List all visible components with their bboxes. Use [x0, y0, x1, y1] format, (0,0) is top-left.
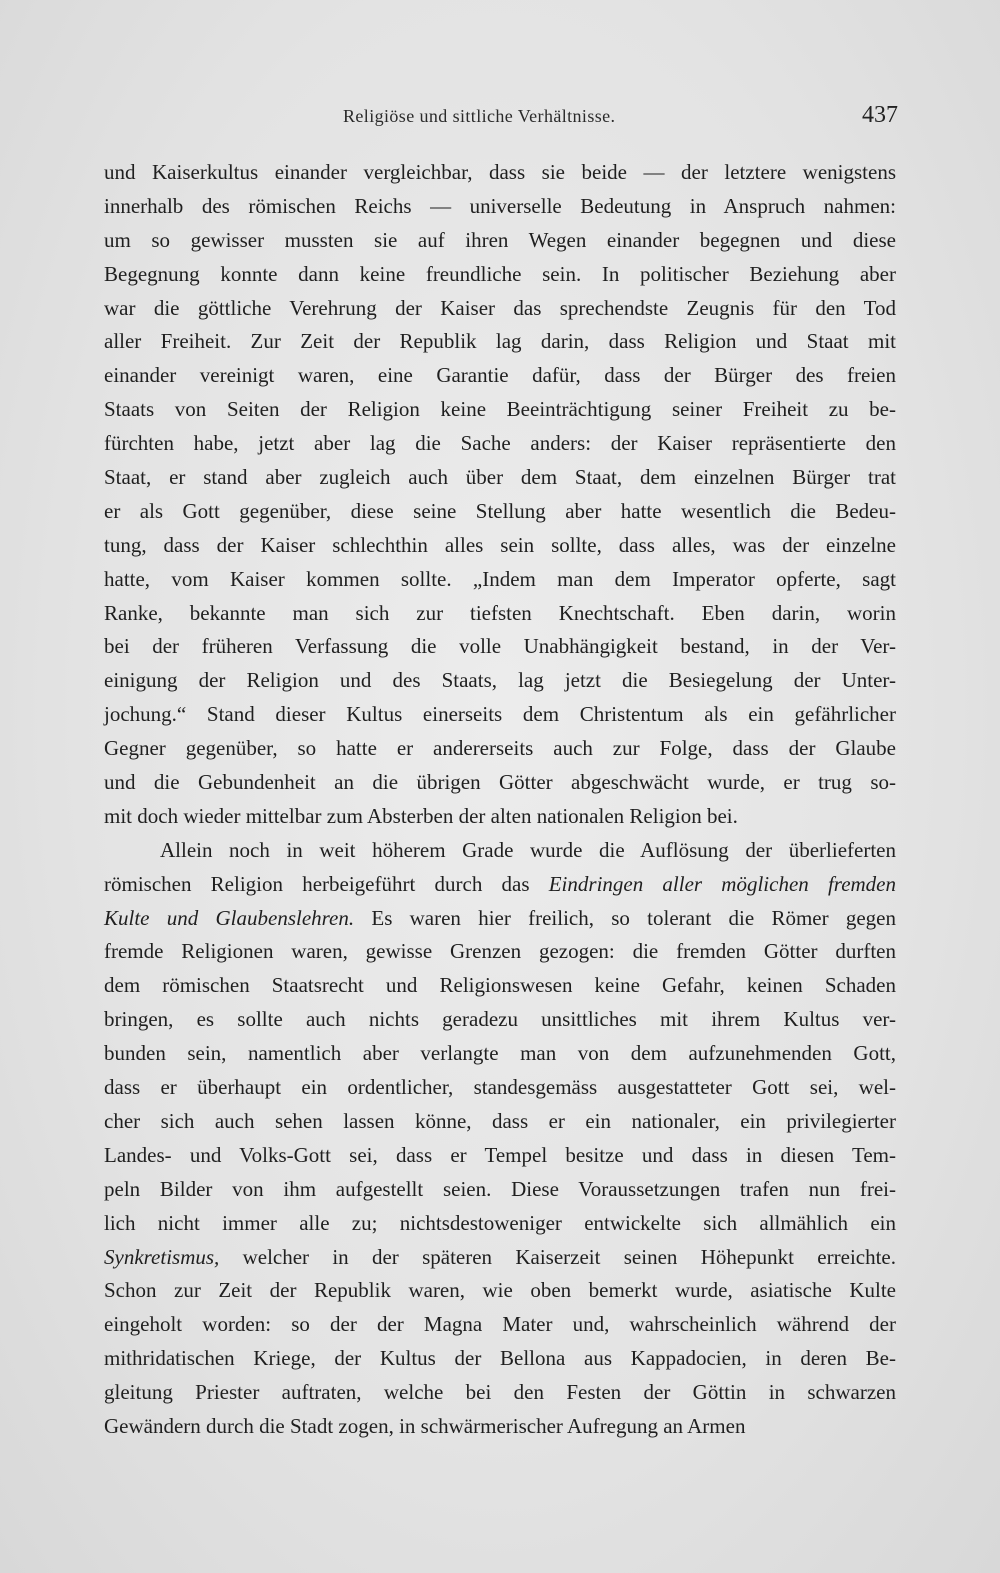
- page-header: [0, 100, 1000, 136]
- text-line: und die Gebundenheit an die übrigen Götter abgeschwächt wurde, er trug so-: [104, 770, 896, 795]
- text-line: lich nicht immer alle zu; nichtsdestoweniger entwickelte sich allmählich ein: [104, 1210, 896, 1235]
- text-line: [104, 868, 896, 902]
- text-line: gleitung Priester auftraten, welche bei den Festen der Göttin in schwarzen: [104, 1380, 896, 1405]
- text-line: innerhalb des römischen Reichs — universelle Bedeutung in Anspruch nahmen:: [104, 193, 896, 218]
- text-line: bei der früheren Verfassung die volle Unabhängigkeit bestand, in der Ver-: [104, 634, 896, 659]
- text-line: und Kaiserkultus einander vergleichbar, dass sie beide — der letztere wenigstens: [104, 160, 896, 184]
- text-line: fremde Religionen waren, gewisse Grenzen gezogen: die fremden Götter durften: [104, 939, 896, 964]
- text-line: bunden sein, namentlich aber verlangte man von dem aufzunehmenden Gott,: [104, 1041, 896, 1066]
- text-line: peln Bilder von ihm aufgestellt seien. Diese Voraussetzungen trafen nun frei-: [104, 1176, 896, 1201]
- italic-emphasis: Kulte und Glaubenslehren.: [104, 905, 355, 930]
- italic-emphasis: Eindringen aller möglichen fremden: [548, 871, 896, 896]
- text-line: er als Gott gegenüber, diese seine Stellung aber hatte wesentlich die Bedeu-: [104, 498, 896, 523]
- text-line: Landes- und Volks-Gott sei, dass er Tempel besitze und dass in diesen Tem-: [104, 1142, 896, 1167]
- text-line: tung, dass der Kaiser schlechthin alles sein sollte, dass alles, was der einzelne: [104, 532, 896, 557]
- text-line: [104, 1241, 896, 1275]
- text-line: bringen, es sollte auch nichts geradezu unsittliches mit ihrem Kultus ver-: [104, 1007, 896, 1032]
- text-line: aller Freiheit. Zur Zeit der Republik lag darin, dass Religion und Staat mit: [104, 329, 896, 354]
- text-line: Staats von Seiten der Religion keine Beeinträchtigung seiner Freiheit zu be-: [104, 397, 896, 422]
- text-line: Gegner gegenüber, so hatte er andererseits auch zur Folge, dass der Glaube: [104, 736, 896, 761]
- text-line: Allein noch in weit höherem Grade wurde die Auflösung der überlieferten: [160, 837, 896, 862]
- text-line: Ranke, bekannte man sich zur tiefsten Knechtschaft. Eben darin, worin: [104, 600, 896, 625]
- text-line: Gewändern durch die Stadt zogen, in schwärmerischer Aufregung an Armen: [104, 1413, 746, 1438]
- text-line: fürchten habe, jetzt aber lag die Sache anders: der Kaiser repräsentierte den: [104, 431, 896, 456]
- text-line: einander vereinigt waren, eine Garantie dafür, dass der Bürger des freien: [104, 363, 896, 388]
- text-line: um so gewisser mussten sie auf ihren Wegen einander begegnen und diese: [104, 227, 896, 252]
- text-line: hatte, vom Kaiser kommen sollte. „Indem man dem Imperator opferte, sagt: [104, 566, 896, 591]
- text-line: cher sich auch sehen lassen könne, dass er ein nationaler, ein privilegierter: [104, 1108, 896, 1133]
- text-segment: römischen Religion herbeigeführt durch das: [104, 871, 549, 896]
- page-number: 437: [862, 102, 898, 128]
- text-line: dem römischen Staatsrecht und Religionswesen keine Gefahr, keinen Schaden: [104, 973, 896, 998]
- text-line: war die göttliche Verehrung der Kaiser das sprechendste Zeugnis für den Tod: [104, 295, 896, 320]
- text-line: mithridatischen Kriege, der Kultus der Bellona aus Kappadocien, in deren Be-: [104, 1346, 896, 1371]
- text-line: eingeholt worden: so der der Magna Mater und, wahrscheinlich während der: [104, 1312, 896, 1337]
- text-line: dass er überhaupt ein ordentlicher, standesgemäss ausgestatteter Gott sei, wel-: [104, 1075, 896, 1100]
- text-line: mit doch wieder mittelbar zum Absterben der alten nationalen Religion bei.: [104, 803, 738, 828]
- text-segment: Es waren hier freilich, so tolerant die Römer gegen: [354, 905, 897, 930]
- text-line: Schon zur Zeit der Republik waren, wie oben bemerkt wurde, asiatische Kulte: [104, 1278, 896, 1303]
- text-line: [104, 902, 896, 936]
- text-line: Staat, er stand aber zugleich auch über dem Staat, dem einzelnen Bürger trat: [104, 465, 896, 490]
- text-segment: welcher in der späteren Kaiserzeit seinen Höhepunkt erreichte.: [219, 1244, 896, 1269]
- text-line: einigung der Religion und des Staats, lag jetzt die Besiegelung der Unter-: [104, 668, 896, 693]
- text-line: Begegnung konnte dann keine freundliche sein. In politischer Beziehung aber: [104, 261, 896, 286]
- text-line: jochung.“ Stand dieser Kultus einerseits dem Christentum als ein gefährlicher: [104, 702, 896, 727]
- running-title: Religiöse und sittliche Verhältnisse.: [343, 106, 616, 126]
- body-text: [104, 156, 896, 1444]
- italic-emphasis: Synkretismus,: [104, 1244, 220, 1269]
